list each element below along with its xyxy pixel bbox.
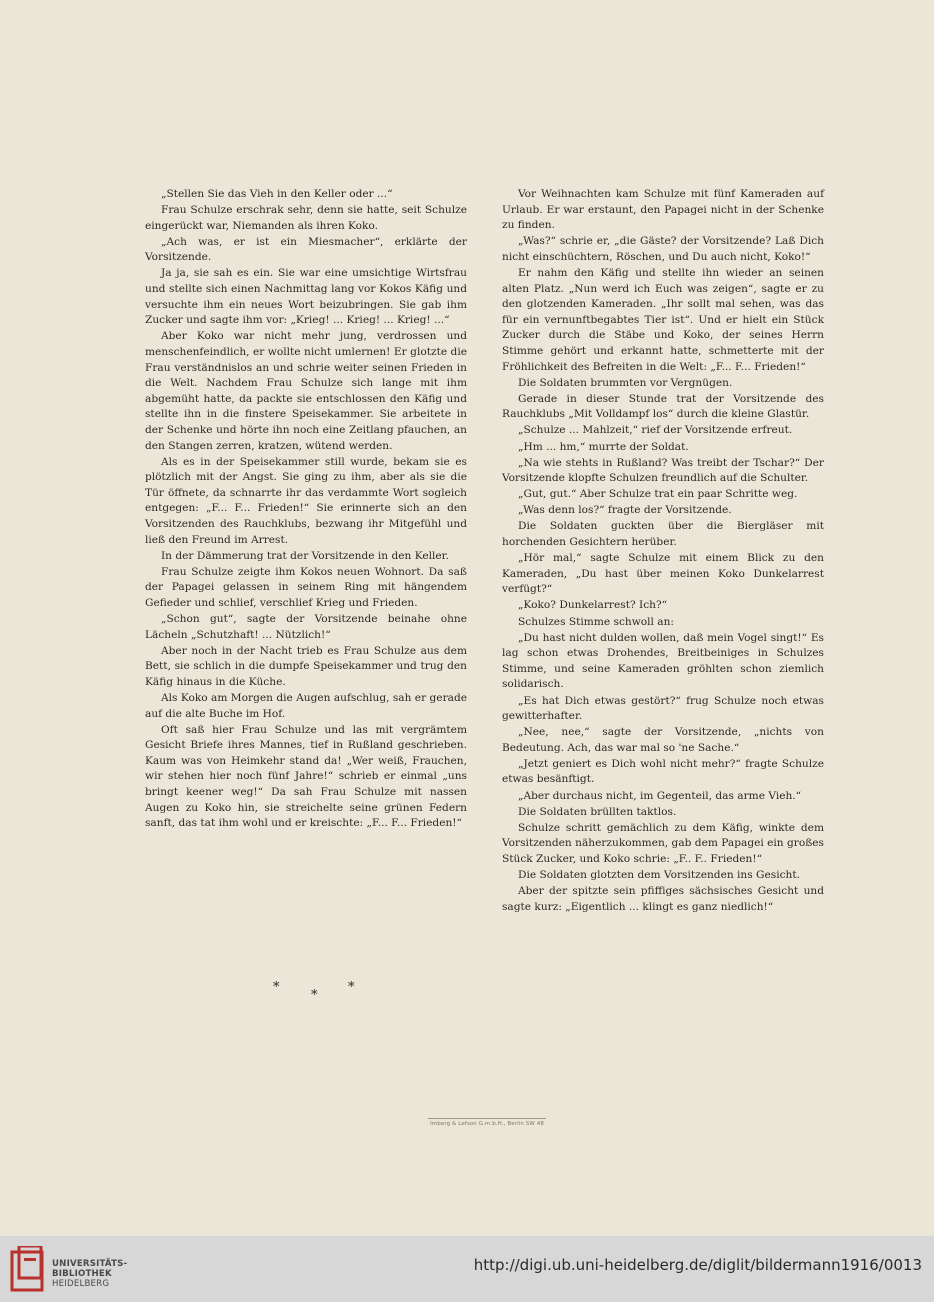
paragraph: „Schulze ... Mahlzeit,“ rief der Vorsitzende erfreut.: [518, 424, 793, 437]
logo-line-1: UNIVERSITÄTS-: [52, 1259, 128, 1269]
asterisk: *: [273, 980, 280, 995]
right-text-column: [502, 187, 824, 915]
library-logo-icon: [10, 1246, 46, 1292]
permalink-url[interactable]: http://digi.ub.uni-heidelberg.de/diglit/bildermann1916/0013: [473, 1256, 922, 1274]
paragraph: Schulzes Stimme schwoll an:: [518, 615, 674, 628]
paragraph: „Du hast nicht dulden wollen, daß mein Vogel singt!“ Es lag schon etwas Drohendes, Breitbeiniges in Schulzes Stimme, und seine Kameraden gröhlten schon ziemlich solidarisch.: [502, 631, 824, 691]
paragraph: Als Koko am Morgen die Augen aufschlug, sah er gerade auf die alte Buche im Hof.: [145, 692, 467, 720]
paragraph: „Koko? Dunkelarrest? Ich?“: [518, 599, 668, 612]
paragraph: Die Soldaten brüllten taktlos.: [518, 805, 677, 818]
paragraph: Als es in der Speisekammer still wurde, bekam sie es plötzlich mit der Angst. Sie ging zu ihm, aber als sie die Tür öffnete, da schnarrte ihr das verdammte Wort sogleich entgegen: „F... F... Frieden!“ Sie erinnerte sich an den Vorsitzenden des Rauchklubs, bezwang ihr Mitgefühl und ließ den Freund im Arrest.: [145, 455, 467, 546]
paragraph: Er nahm den Käfig und stellte ihn wieder an seinen alten Platz. „Nun werd ich Euch was zeigen“, sagte er zu den glotzenden Kameraden. „Ihr sollt mal sehen, was das für ein vernunftbegabtes Tier ist“. Und er hielt ein Stück Zucker durch die Stäbe und Koko, der seines Herrn Stimme gehört und erkannt hatte, schmetterte mit der Fröhlichkeit des Befreiten in die Welt: „F... F... Frieden!“: [502, 266, 824, 373]
library-logo-text: [52, 1259, 127, 1289]
asterisk: *: [348, 980, 355, 995]
paragraph: Aber der spitzte sein pfiffiges sächsisches Gesicht und sagte kurz: „Eigentlich ... klingt es ganz niedlich!“: [502, 885, 824, 913]
printer-imprint: Imberg & Lefson G.m.b.H., Berlin SW 48: [428, 1118, 546, 1127]
paragraph: „Stellen Sie das Vieh in den Keller oder ...“: [161, 188, 393, 200]
logo-line-2: BIBLIOTHEK: [52, 1269, 112, 1279]
library-logo[interactable]: [10, 1246, 210, 1292]
viewer-footer: [0, 1236, 934, 1302]
paragraph: „Was denn los?“ fragte der Vorsitzende.: [518, 504, 732, 517]
paragraph: Gerade in dieser Stunde trat der Vorsitzende des Rauchklubs „Mit Volldampf los“ durch die kleine Glastür.: [502, 392, 824, 421]
paragraph: „Aber durchaus nicht, im Gegenteil, das arme Vieh.“: [518, 789, 802, 802]
paragraph: „Jetzt geniert es Dich wohl nicht mehr?“ fragte Schulze etwas besänftigt.: [502, 757, 824, 786]
paragraph: „Na wie stehts in Rußland? Was treibt der Tschar?“ Der Vorsitzende klopfte Schulzen freundlich auf die Schulter.: [502, 456, 824, 485]
paragraph: Die Soldaten glotzten dem Vorsitzenden ins Gesicht.: [518, 869, 800, 882]
paragraph: Frau Schulze zeigte ihm Kokos neuen Wohnort. Da saß der Papagei gelassen in seinem Ring mit hängendem Gefieder und schlief, verschlief Krieg und Frieden.: [145, 565, 467, 609]
paragraph: „Gut, gut.“ Aber Schulze trat ein paar Schritte weg.: [518, 488, 798, 501]
paragraph: Frau Schulze erschrak sehr, denn sie hatte, seit Schulze eingerückt war, Niemanden als ihren Koko.: [145, 204, 467, 232]
paragraph: Schulze schritt gemächlich zu dem Käfig, winkte dem Vorsitzenden näherzukommen, gab dem Papagei ein großes Stück Zucker, und Koko schrie: „F.. F.. Frieden!“: [502, 821, 824, 865]
paragraph: „Hör mal,“ sagte Schulze mit einem Blick zu den Kameraden, „Du hast über meinen Koko Dunkelarrest verfügt?“: [502, 552, 824, 596]
logo-line-3: HEIDELBERG: [52, 1279, 110, 1289]
asterisk: *: [311, 988, 318, 1003]
paragraph: Aber noch in der Nacht trieb es Frau Schulze aus dem Bett, sie schlich in die dumpfe Speisekammer und trug den Käfig hinaus in die Küche.: [145, 644, 467, 688]
paragraph: Die Soldaten guckten über die Biergläser mit horchenden Gesichtern herüber.: [502, 520, 824, 549]
paragraph: Aber Koko war nicht mehr jung, verdrossen und menschenfeindlich, er wollte nicht umlernen! Er glotzte die Frau verständnislos an und schrie weiter seinen Frieden in die Welt. Nachdem Frau Schulze sich lange mit ihm abgemüht hatte, da packte sie entschlossen den Käfig und stellte ihn in die finstere Speisekammer. Sie arbeitete in der Schenke und hörte ihn noch eine Zeitlang pfauchen, an den Stangen zerren, kratzen, wütend werden.: [145, 330, 467, 452]
paragraph: „Es hat Dich etwas gestört?“ frug Schulze noch etwas gewitterhafter.: [502, 694, 824, 723]
paragraph: „Hm ... hm,“ murrte der Soldat.: [518, 440, 689, 453]
paragraph: Vor Weihnachten kam Schulze mit fünf Kameraden auf Urlaub. Er war erstaunt, den Papagei nicht in der Schenke zu finden.: [502, 188, 824, 232]
paragraph: Oft saß hier Frau Schulze und las mit vergrämtem Gesicht Briefe ihres Mannes, tief in Rußland geschrieben. Kaum was von Heimkehr stand da! „Wer weiß, Frauchen, wir stehen hier noch fünf Jahre!“ schrieb er einmal „uns bringt keener weg!“ Da sah Frau Schulze mit nassen Augen zu Koko hin, sie streichelte seine grünen Federn sanft, das tat ihm wohl und er kreischte: „F... F... Frieden!“: [145, 723, 467, 830]
paragraph: „Ach was, er ist ein Miesmacher“, erklärte der Vorsitzende.: [145, 235, 467, 264]
left-text-column: [145, 187, 467, 832]
paragraph: „Was?“ schrie er, „die Gäste? der Vorsitzende? Laß Dich nicht einschüchtern, Röschen, und Du auch nicht, Koko!“: [502, 235, 824, 263]
paragraph: In der Dämmerung trat der Vorsitzende in den Keller.: [161, 549, 449, 562]
paragraph: „Nee, nee,“ sagte der Vorsitzende, „nichts von Bedeutung. Ach, das war mal so 'ne Sache.“: [502, 726, 824, 754]
paragraph: Ja ja, sie sah es ein. Sie war eine umsichtige Wirtsfrau und stellte sich einen Nachmittag lang vor Kokos Käfig und versuchte ihm ein neues Wort beizubringen. Sie gab ihm Zucker und sagte ihm vor: „Krieg! ... Krieg! ... Krieg! ...“: [145, 267, 467, 327]
section-separator: [260, 980, 380, 1004]
paragraph: „Schon gut“, sagte der Vorsitzende beinahe ohne Lächeln „Schutzhaft! ... Nützlich!“: [145, 613, 467, 641]
paragraph: Die Soldaten brummten vor Vergnügen.: [518, 376, 733, 389]
